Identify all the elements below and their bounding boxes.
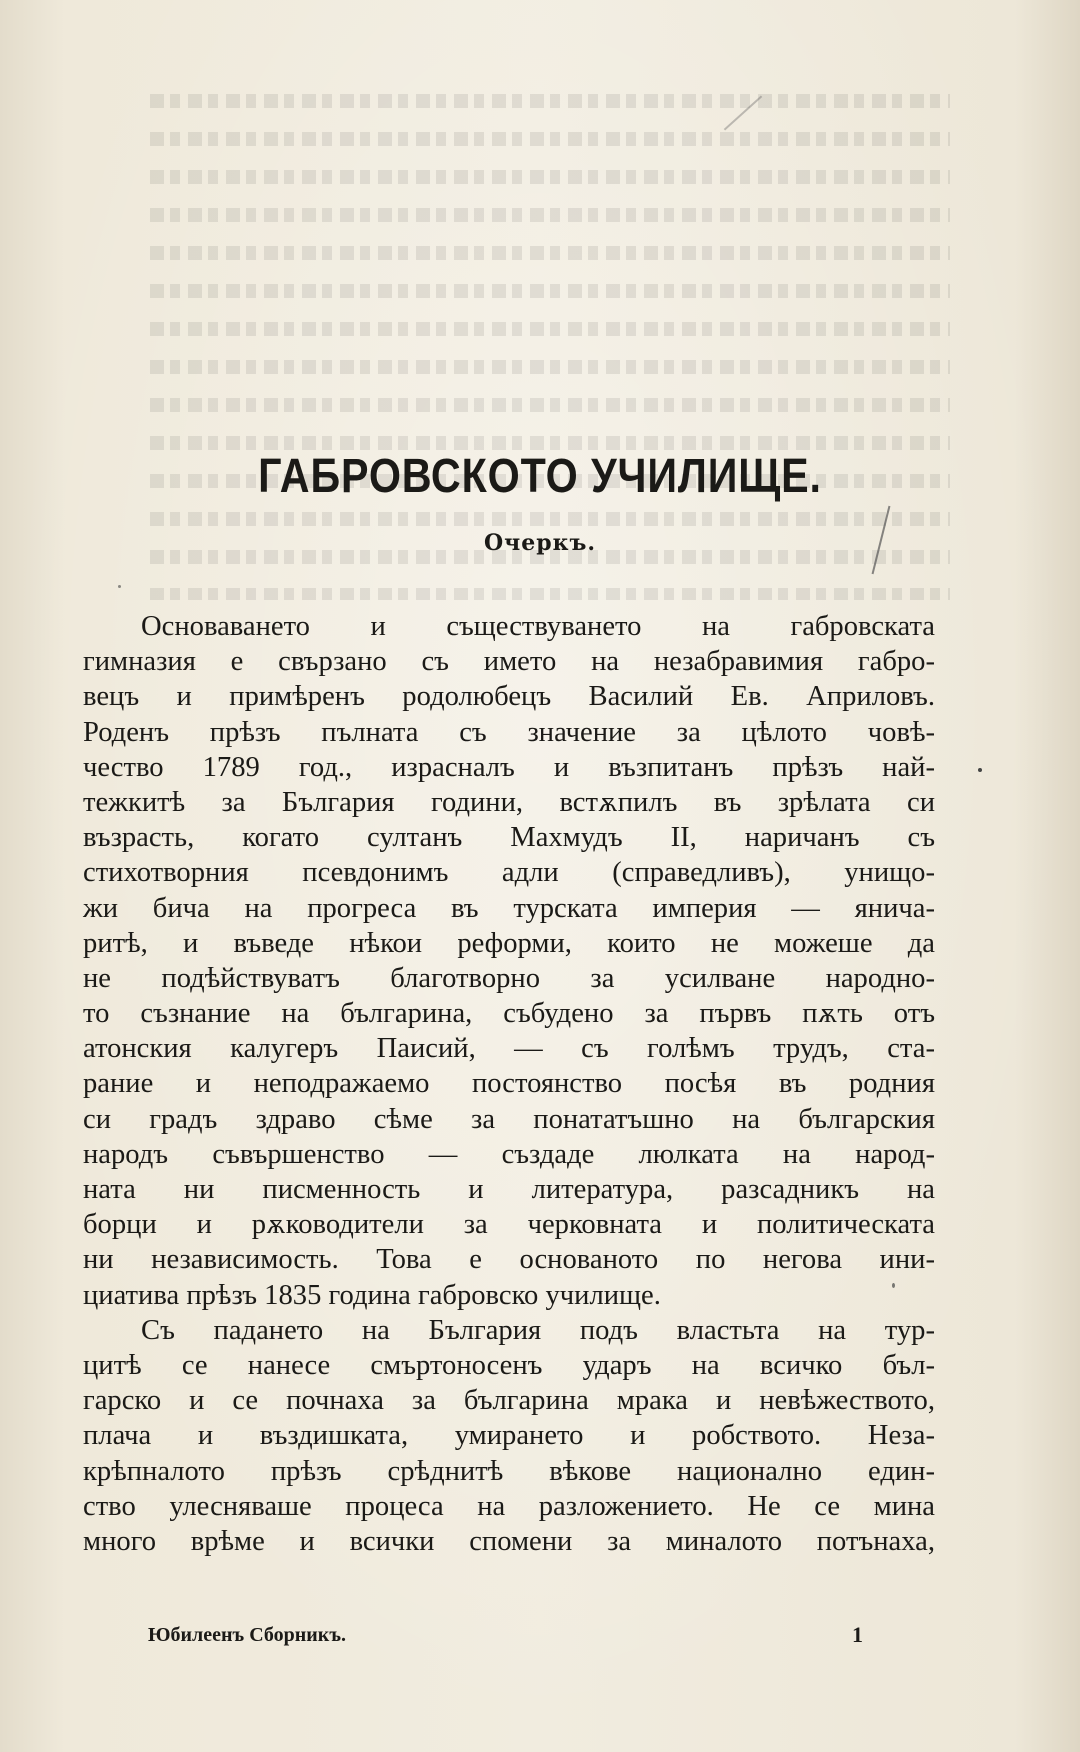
ink-speck <box>118 585 121 588</box>
ink-speck <box>892 1283 895 1288</box>
text-line: то съзнание на българина, събудено за първъ пѫть отъ <box>83 998 935 1030</box>
text-line: атонския калугеръ Паисий, — съ голѣмъ трудъ, ста- <box>83 1033 935 1065</box>
text-line: стихотворния псевдонимъ адли (справедливъ), унищо- <box>83 857 935 889</box>
text-line: вецъ и примѣренъ родолюбецъ Василий Ев. Априловъ. <box>83 681 935 713</box>
text-line: Основаването и съществуването на габровската <box>141 611 935 642</box>
text-line: ни независимость. Това е основаното по негова ини- <box>83 1244 935 1276</box>
pencil-mark <box>724 96 762 131</box>
text-line: Съ падането на България подъ властьта на тур- <box>141 1314 935 1346</box>
page-subtitle: Очеркъ. <box>483 530 597 556</box>
body-text <box>83 609 935 1559</box>
text-line: цитѣ се нанесе смъртоносенъ ударъ на всичко бъл- <box>83 1349 935 1381</box>
text-line: възрасть, когато султанъ Махмудъ II, наричанъ съ <box>83 822 935 854</box>
text-line: тежкитѣ за България години, встѫпилъ въ зрѣлата си <box>83 786 935 818</box>
ink-speck <box>978 768 982 772</box>
footer-book-title: Юбилеенъ Сборникъ. <box>148 1624 346 1646</box>
paragraph-2 <box>83 1313 935 1559</box>
bleed-through-text <box>150 80 950 600</box>
text-line: гимназия е свързано съ името на незабравимия габро- <box>83 646 935 678</box>
page-title: ГАБРОВСКОТО УЧИЛИЩЕ. <box>258 450 822 503</box>
text-line: много врѣме и всички спомени за миналото потънаха, <box>83 1525 935 1557</box>
text-line: си градъ здраво сѣме за понататъшно на българския <box>83 1103 935 1135</box>
text-line: ната ни писменность и литература, разсадникъ на <box>83 1174 935 1205</box>
text-line: рание и неподражаемо постоянство посѣя въ родния <box>83 1068 935 1100</box>
text-line: жи бича на прогреса въ турската империя — янича- <box>83 892 935 924</box>
text-line: чество 1789 год., израсналъ и възпитанъ прѣзъ най- <box>83 751 935 783</box>
text-line: ство улесняваше процеса на разложението. Не се мина <box>83 1490 935 1522</box>
text-line: гарско и се почнаха за българина мрака и невѣжеството, <box>83 1385 935 1417</box>
text-line: крѣпналото прѣзъ срѣднитѣ вѣкове национално един- <box>83 1455 935 1487</box>
text-line: борци и рѫководители за черковната и политическата <box>83 1209 935 1241</box>
text-line: Роденъ прѣзъ пълната съ значение за цѣлото човѣ- <box>83 716 935 748</box>
text-line: народъ съвършенство — създаде люлката на народ- <box>83 1138 935 1170</box>
page-number: 1 <box>852 1622 863 1647</box>
text-line: не подѣйствуватъ благотворно за усилване народно- <box>83 962 935 994</box>
text-line: циатива прѣзъ 1835 година габровско училище. <box>83 1279 661 1311</box>
text-line: плача и въздишката, умирането и робството. Неза- <box>83 1420 935 1452</box>
text-line: ритѣ, и въведе нѣкои реформи, които не можеше да <box>83 927 935 959</box>
paragraph-1 <box>83 609 935 1313</box>
